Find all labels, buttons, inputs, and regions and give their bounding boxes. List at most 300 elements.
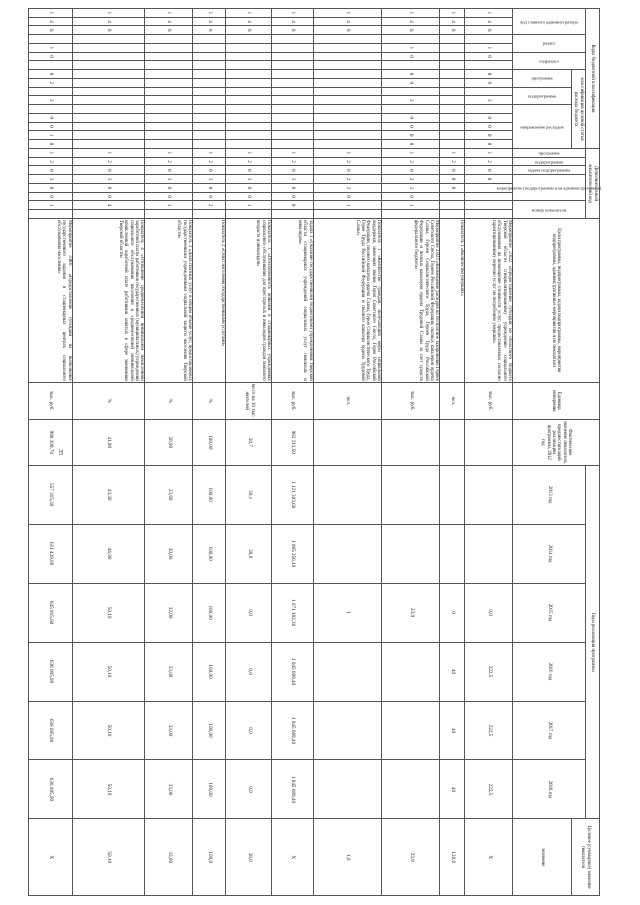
code-digit: 9 xyxy=(382,78,440,87)
code-digit xyxy=(272,87,314,96)
row-name: Показатель 1 «Обеспеченность койками в стационарных учреждениях социального обслуживания для престарелых и инвалидов граждан пожилого возраста и инвалидов» xyxy=(226,218,272,382)
header-classifier-group: Коды бюджетной классификации xyxy=(586,9,600,149)
code-digit xyxy=(145,140,193,149)
row-year-value: 30,1 xyxy=(226,465,272,524)
row-base-value xyxy=(440,419,465,465)
header-podrazdel: подраздел xyxy=(513,52,586,69)
code-digit xyxy=(193,61,226,70)
code-digit xyxy=(193,43,226,52)
code-digit xyxy=(226,52,272,61)
header-prog-action: номер показателя xyxy=(513,201,586,219)
program-code-digit: 3 xyxy=(145,175,193,184)
program-code-digit: 3 xyxy=(72,175,145,184)
code-digit xyxy=(145,61,193,70)
program-code-digit: 2 xyxy=(226,157,272,166)
program-code-digit: 2 xyxy=(313,157,382,166)
row-year-value: 100,00 xyxy=(193,760,226,819)
code-digit xyxy=(440,96,465,105)
code-digit xyxy=(313,35,382,44)
program-code-digit xyxy=(313,210,382,219)
code-digit xyxy=(145,122,193,131)
row-unit: тыс. руб. xyxy=(382,382,440,419)
row-name: Показатель 1 «Количество граждан, получающих меры социальной поддержки, имеющих звание Героя Советского Союза, Героя Российской Федерации, полного кавалера ордена Славы, Героя Социалистического Труда, Героя Труда Российской Федерации и полного кавалера ордена Трудовой Славы» xyxy=(313,218,382,382)
code-digit xyxy=(226,78,272,87)
code-digit: 4 xyxy=(313,17,382,26)
code-digit xyxy=(226,61,272,70)
program-code-digit: 0 xyxy=(272,183,314,192)
row-year-value: 0,0 xyxy=(226,583,272,642)
code-digit xyxy=(440,87,465,96)
program-code-digit: 0 xyxy=(29,183,73,192)
header-unit: Единица измерения xyxy=(513,382,600,419)
code-digit xyxy=(145,35,193,44)
program-code-digit: 0 xyxy=(193,166,226,175)
row-year-value: 50,10 xyxy=(72,701,145,760)
code-digit xyxy=(440,122,465,131)
program-code-digit xyxy=(145,210,193,219)
code-digit xyxy=(193,35,226,44)
code-digit: 2 xyxy=(29,78,73,87)
program-code-digit: 0 xyxy=(272,192,314,201)
row-year-value: 50,10 xyxy=(72,583,145,642)
code-digit xyxy=(440,43,465,52)
code-digit xyxy=(145,70,193,79)
program-code-digit xyxy=(382,210,440,219)
row-unit: тыс. руб. xyxy=(465,382,513,419)
code-digit xyxy=(145,78,193,87)
code-digit: 4 xyxy=(145,17,193,26)
program-code-digit: 0 xyxy=(440,183,465,192)
row-year-value xyxy=(382,701,440,760)
row-year-value: 100,00 xyxy=(193,701,226,760)
row-year-value: 611 439,00 xyxy=(29,524,73,583)
row-base-value xyxy=(465,419,513,465)
code-digit xyxy=(272,113,314,122)
code-digit xyxy=(145,113,193,122)
table-body xyxy=(29,9,513,896)
code-digit xyxy=(272,140,314,149)
page-number: 35 xyxy=(57,449,63,455)
row-base-value xyxy=(382,419,440,465)
code-digit: 0 xyxy=(465,140,513,149)
row-year-value: 645 915,80 xyxy=(29,583,73,642)
header-prog-task: задача подпрограммы xyxy=(513,166,586,175)
code-digit: 4 xyxy=(193,17,226,26)
code-digit xyxy=(72,105,145,114)
code-digit xyxy=(72,35,145,44)
code-digit xyxy=(313,122,382,131)
code-digit xyxy=(193,78,226,87)
row-target-value: 23,9 xyxy=(382,819,440,896)
code-digit xyxy=(193,122,226,131)
code-digit: 4 xyxy=(272,17,314,26)
row-base-value: 982 311,50 xyxy=(272,419,314,465)
program-code-digit: 0 xyxy=(440,175,465,184)
code-digit xyxy=(193,131,226,140)
code-digit: 4 xyxy=(226,17,272,26)
row-year-value xyxy=(382,524,440,583)
code-digit: 4 xyxy=(465,17,513,26)
code-digit: 0 xyxy=(29,140,73,149)
row-base-value xyxy=(313,419,382,465)
header-years-group: Годы реализации программы xyxy=(586,465,600,819)
row-year-value xyxy=(313,524,382,583)
program-code-digit xyxy=(440,210,465,219)
code-digit xyxy=(313,78,382,87)
code-digit xyxy=(382,61,440,70)
header-name: Цели программы, подпрограммы, задачи подпрограммы, мероприятия подпрограммы, административные мероприятия и их показатели xyxy=(513,218,600,382)
header-year-2015: 2015 год xyxy=(513,583,586,642)
program-code-digit: 0 xyxy=(193,183,226,192)
code-digit xyxy=(193,105,226,114)
program-code-digit: 2 xyxy=(193,157,226,166)
code-digit xyxy=(72,43,145,52)
row-target-value: 1,0 xyxy=(313,819,382,896)
program-code-digit xyxy=(29,210,73,219)
code-digit xyxy=(440,35,465,44)
code-digit: 1 xyxy=(226,9,272,18)
table-row xyxy=(465,9,513,896)
program-code-digit: 2 xyxy=(72,157,145,166)
row-year-value: 1 045 689,40 xyxy=(272,760,314,819)
code-digit xyxy=(440,131,465,140)
code-digit: 0 xyxy=(382,131,440,140)
row-target-value: X xyxy=(29,819,73,896)
row-year-value: 23,9 xyxy=(382,583,440,642)
row-year-value: 100,00 xyxy=(193,465,226,524)
code-digit: 1 xyxy=(193,9,226,18)
code-digit: 1 xyxy=(313,9,382,18)
code-digit xyxy=(440,140,465,149)
row-unit: тыс. руб. xyxy=(29,382,73,419)
code-digit: 0 xyxy=(465,113,513,122)
table-row xyxy=(226,9,272,896)
program-code-digit xyxy=(193,210,226,219)
code-digit xyxy=(465,87,513,96)
header-direction: направление расходов xyxy=(513,105,572,149)
code-digit xyxy=(72,113,145,122)
header-year-2013: 2013 год xyxy=(513,465,586,524)
program-code-digit xyxy=(226,210,272,219)
row-year-value: 557 315,30 xyxy=(29,465,73,524)
code-digit xyxy=(72,52,145,61)
row-year-value: 46,90 xyxy=(72,524,145,583)
row-year-value: 1 121 303,60 xyxy=(272,465,314,524)
row-target-value: X xyxy=(272,819,314,896)
code-digit: 4 xyxy=(72,17,145,26)
code-digit xyxy=(382,35,440,44)
row-target-value: 38,0 xyxy=(226,819,272,896)
program-code-digit: 2 xyxy=(193,201,226,210)
table-row xyxy=(193,9,226,896)
row-year-value: 0,0 xyxy=(465,583,513,642)
code-digit: 0 xyxy=(382,140,440,149)
program-code-digit: 2 xyxy=(29,157,73,166)
program-code-digit: 0 xyxy=(465,175,513,184)
header-prog-prog: программа xyxy=(513,148,586,157)
row-target-value: X xyxy=(465,819,513,896)
table-row xyxy=(313,9,382,896)
code-digit: 3 xyxy=(29,96,73,105)
row-year-value: 638 005,90 xyxy=(29,701,73,760)
row-year-value: 40 xyxy=(440,760,465,819)
code-digit xyxy=(382,87,440,96)
row-year-value: 0 xyxy=(440,583,465,642)
program-code-digit xyxy=(440,192,465,201)
program-code-digit: 0 xyxy=(72,183,145,192)
code-digit xyxy=(193,96,226,105)
code-digit: 8 xyxy=(272,26,314,35)
code-digit: 1 xyxy=(29,43,73,52)
table-row xyxy=(272,9,314,896)
program-code-digit: 1 xyxy=(72,148,145,157)
program-code-digit: 0 xyxy=(226,192,272,201)
row-target-value: 120,0 xyxy=(440,819,465,896)
program-code-digit: 0 xyxy=(72,166,145,175)
program-code-digit: 0 xyxy=(313,166,382,175)
row-year-value: 222,5 xyxy=(465,760,513,819)
program-code-digit: 0 xyxy=(145,183,193,192)
code-digit: 1 xyxy=(382,9,440,18)
program-code-digit: 0 xyxy=(465,166,513,175)
code-digit: 1 xyxy=(440,9,465,18)
program-code-digit: 0 xyxy=(145,192,193,201)
row-unit: % xyxy=(72,382,145,419)
row-year-value xyxy=(313,642,382,701)
header-year-2017: 2017 год xyxy=(513,701,586,760)
code-digit xyxy=(440,105,465,114)
code-digit: 0 xyxy=(29,70,73,79)
code-digit xyxy=(72,122,145,131)
code-digit xyxy=(382,105,440,114)
code-digit: 8 xyxy=(226,26,272,35)
table-row xyxy=(145,9,193,896)
row-year-value: 100,00 xyxy=(193,642,226,701)
table-row xyxy=(440,9,465,896)
header-program-group: Дополнительный аналитический код xyxy=(586,148,600,218)
program-code-digit: 0 xyxy=(29,166,73,175)
code-digit xyxy=(465,35,513,44)
program-code-digit: 3 xyxy=(226,175,272,184)
program-code-digit: 3 xyxy=(29,175,73,184)
code-digit xyxy=(145,52,193,61)
row-unit: чел. xyxy=(313,382,382,419)
code-digit: 4 xyxy=(29,17,73,26)
row-base-value: 990 309,70 xyxy=(29,419,73,465)
code-digit xyxy=(272,131,314,140)
code-digit xyxy=(272,105,314,114)
code-digit xyxy=(313,113,382,122)
code-digit: 8 xyxy=(193,26,226,35)
code-digit xyxy=(440,70,465,79)
code-digit xyxy=(226,35,272,44)
code-digit xyxy=(226,96,272,105)
code-digit xyxy=(29,87,73,96)
program-code-digit: 0 xyxy=(382,166,440,175)
code-digit xyxy=(226,131,272,140)
program-code-digit: 1 xyxy=(465,148,513,157)
code-digit xyxy=(313,140,382,149)
row-year-value: 222,5 xyxy=(465,642,513,701)
row-year-value: 100,00 xyxy=(193,583,226,642)
row-name: Мероприятие 2.022 «Предоставление субсидий из областного бюджета Тверской области специализированному учреждению социального обслуживания на возмещение стоимости услуг, предоставляемых согласно гарантированному перечню услуг по погребению умерших» xyxy=(465,218,513,382)
row-year-value: 638 005,90 xyxy=(29,760,73,819)
row-year-value: 1 xyxy=(313,583,382,642)
code-digit xyxy=(226,140,272,149)
code-digit: 8 xyxy=(382,26,440,35)
code-digit xyxy=(72,131,145,140)
code-digit: 8 xyxy=(313,26,382,35)
code-digit xyxy=(272,35,314,44)
program-code-digit: 2 xyxy=(440,157,465,166)
program-code-digit: 4 xyxy=(72,201,145,210)
program-code-digit: 0 xyxy=(29,192,73,201)
header-year-2018: 2018 год xyxy=(513,760,586,819)
row-year-value: 50,10 xyxy=(72,760,145,819)
row-year-value xyxy=(313,701,382,760)
row-year-value: 33,00 xyxy=(145,642,193,701)
row-year-value: 23,60 xyxy=(145,465,193,524)
code-digit xyxy=(226,87,272,96)
row-base-value: 30,7 xyxy=(226,419,272,465)
row-year-value xyxy=(465,524,513,583)
code-digit xyxy=(313,105,382,114)
code-digit xyxy=(272,96,314,105)
code-digit xyxy=(145,87,193,96)
code-digit: 3 xyxy=(382,96,440,105)
row-base-value: 41,90 xyxy=(72,419,145,465)
code-digit xyxy=(313,70,382,79)
code-digit xyxy=(272,78,314,87)
code-digit xyxy=(29,35,73,44)
code-digit xyxy=(272,122,314,131)
code-digit xyxy=(440,78,465,87)
code-digit xyxy=(226,113,272,122)
code-digit xyxy=(272,52,314,61)
row-year-value xyxy=(465,465,513,524)
program-code-digit: 2 xyxy=(272,157,314,166)
program-code-digit xyxy=(465,192,513,201)
code-digit xyxy=(72,96,145,105)
code-digit xyxy=(145,96,193,105)
row-year-value: 43,30 xyxy=(72,465,145,524)
row-year-value: 1 045 689,40 xyxy=(272,701,314,760)
program-code-digit: 1 xyxy=(29,201,73,210)
code-digit xyxy=(29,105,73,114)
code-digit: 0 xyxy=(465,131,513,140)
code-digit xyxy=(313,131,382,140)
code-digit: 0 xyxy=(382,122,440,131)
program-code-digit: 0 xyxy=(72,192,145,201)
code-digit xyxy=(193,113,226,122)
row-year-value: 50,10 xyxy=(72,642,145,701)
code-digit xyxy=(272,61,314,70)
program-code-digit: 2 xyxy=(313,175,382,184)
code-digit xyxy=(272,70,314,79)
code-digit: 1 xyxy=(29,131,73,140)
program-code-digit: 1 xyxy=(226,148,272,157)
header-program: программа xyxy=(513,70,572,87)
program-code-digit: 0 xyxy=(313,192,382,201)
code-digit xyxy=(465,105,513,114)
code-digit: 0 xyxy=(29,122,73,131)
program-code-digit: 0 xyxy=(272,166,314,175)
header-year-2014: 2014 год xyxy=(513,524,586,583)
row-year-value xyxy=(313,465,382,524)
code-digit: 1 xyxy=(29,9,73,18)
program-code-digit: 1 xyxy=(193,148,226,157)
program-code-digit: 0 xyxy=(272,201,314,210)
row-unit: тыс. руб. xyxy=(272,382,314,419)
row-year-value: 1 071 182,30 xyxy=(272,583,314,642)
program-code-digit: 1 xyxy=(313,148,382,157)
code-digit xyxy=(440,113,465,122)
program-code-digit xyxy=(465,210,513,219)
row-year-value: 30,00 xyxy=(145,524,193,583)
row-year-value: 33,00 xyxy=(145,701,193,760)
header-prog-sub: подпрограмма xyxy=(513,157,586,166)
code-digit xyxy=(226,122,272,131)
program-indicators-table xyxy=(28,8,600,896)
row-name: Мероприятие 2.023 «Возмещение расходов на бесплатное захоронение Героев Советского Союза, Героев Российской Федерации, полных кавалеров ордена Славы, Героев Социалистического Труда, Героев Труда Российской Федерации и полных кавалеров ордена Трудовой Славы за счет средств федерального бюджета» xyxy=(382,218,440,382)
code-digit: 1 xyxy=(272,9,314,18)
code-digit: 1 xyxy=(465,9,513,18)
program-code-digit xyxy=(465,201,513,210)
code-digit xyxy=(313,61,382,70)
program-code-digit: 2 xyxy=(465,157,513,166)
program-code-digit: 2 xyxy=(382,157,440,166)
program-code-digit: 0 xyxy=(145,166,193,175)
row-year-value: 0,0 xyxy=(226,642,272,701)
code-digit: 0 xyxy=(465,122,513,131)
row-target-value: 33,00 xyxy=(145,819,193,896)
code-digit xyxy=(145,43,193,52)
code-digit: 0 xyxy=(465,52,513,61)
code-digit: 8 xyxy=(72,26,145,35)
row-year-value: 32,00 xyxy=(145,583,193,642)
table-row xyxy=(382,9,440,896)
table-row xyxy=(72,9,145,896)
code-digit xyxy=(72,140,145,149)
row-year-value: 1 065 256,10 xyxy=(272,524,314,583)
code-digit xyxy=(29,61,73,70)
program-code-digit: 3 xyxy=(145,201,193,210)
row-year-value: 38,0 xyxy=(226,524,272,583)
row-name: Показатель 3 «Доля платных услуг в общем объеме услуг, предоставляемых государственными учреждениями социальной защиты населения Тверской области» xyxy=(145,218,193,382)
code-digit xyxy=(440,61,465,70)
row-name: Мероприятие 3.001 «Предоставление субсидий на выполнение государственного задания в стационарных центрах социального обслуживания населения» xyxy=(29,218,73,382)
row-year-value: 638 005,90 xyxy=(29,642,73,701)
row-year-value: 0,0 xyxy=(226,760,272,819)
code-digit xyxy=(226,70,272,79)
code-digit xyxy=(226,105,272,114)
program-code-digit xyxy=(440,201,465,210)
row-year-value: 40 xyxy=(440,701,465,760)
row-unit: % xyxy=(145,382,193,419)
program-code-digit: 1 xyxy=(145,148,193,157)
code-digit: 0 xyxy=(29,52,73,61)
header-razdel: раздел xyxy=(513,35,586,52)
code-digit: 0 xyxy=(382,52,440,61)
row-year-value xyxy=(382,760,440,819)
code-digit: 8 xyxy=(465,26,513,35)
row-year-value xyxy=(440,465,465,524)
code-digit xyxy=(226,43,272,52)
program-code-digit: 0 xyxy=(226,166,272,175)
row-name: Показатель 2 «Охват населения государственными услугами» xyxy=(193,218,226,382)
code-digit xyxy=(145,105,193,114)
program-code-digit: 1 xyxy=(29,148,73,157)
